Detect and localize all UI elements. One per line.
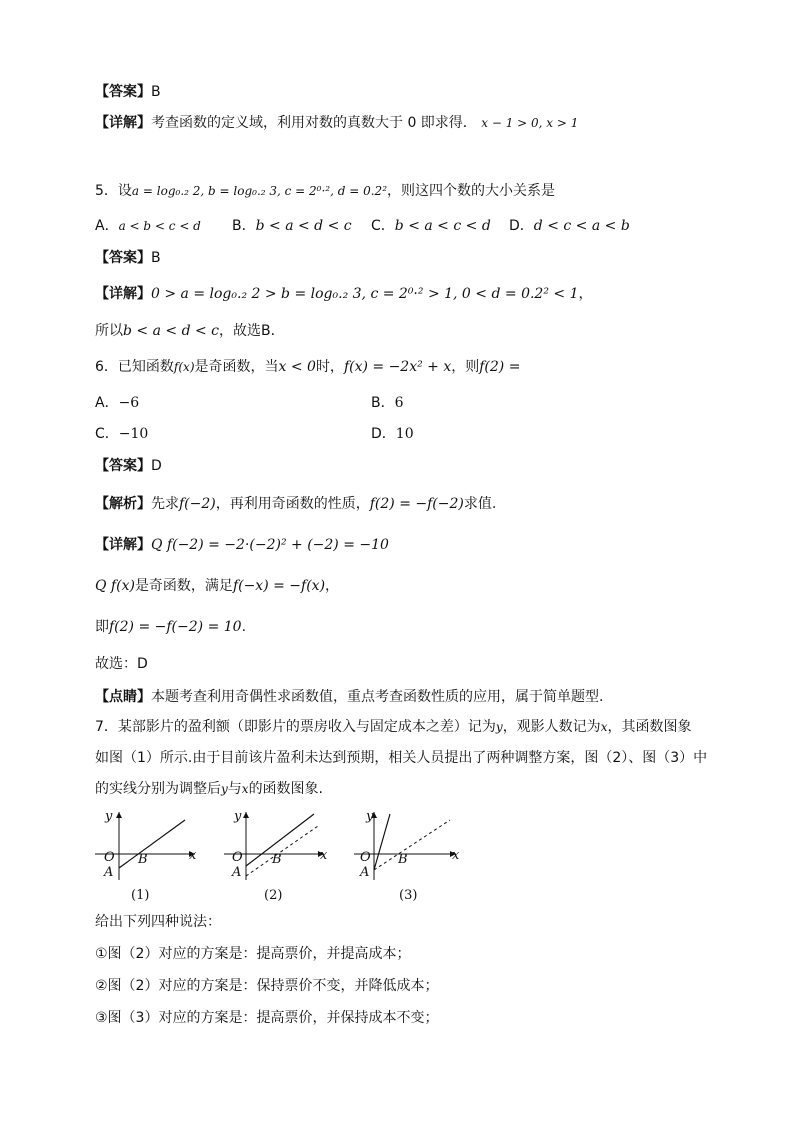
detail-math: Q f(−2) = −2·(−2)² + (−2) = −10: [151, 537, 389, 553]
q7-text: 的实线分别为调整后: [95, 781, 221, 797]
y-label: y: [234, 809, 242, 824]
analysis-math: f(−2): [179, 496, 216, 512]
comment-bracket: 【点睛】: [95, 689, 151, 705]
graph-caption: (3): [399, 888, 418, 903]
q7-math: x: [600, 720, 608, 734]
question-5-stem: [95, 181, 555, 201]
option-value: 6: [394, 395, 404, 411]
detail-math: x − 1 > 0, x > 1: [481, 116, 579, 130]
option-math: b < a < d < c: [255, 218, 352, 234]
q5-option-a: [95, 216, 201, 236]
q6-option-b: [371, 393, 404, 413]
answer-value: B: [151, 84, 161, 100]
option-math: a < b < c < d: [118, 219, 201, 233]
point-a-label: A: [360, 865, 370, 880]
q7-math: y: [221, 782, 228, 796]
answer-bracket: 【答案】: [95, 84, 151, 100]
detail-text: 即: [95, 619, 109, 635]
y-label: y: [366, 809, 374, 824]
question-7-para-1: [95, 717, 691, 737]
option-letter: D．: [509, 218, 534, 234]
answer-line-q4: [95, 82, 161, 102]
q5-answer-line: [95, 248, 161, 268]
q5-stem-math: a = log₀.₂ 2, b = log₀.₂ 3, c = 2⁰·², d = 0.2²: [131, 184, 388, 198]
q7-text: 与: [227, 781, 242, 797]
q5-detail-line: [95, 284, 592, 304]
q5-option-d: [509, 216, 630, 236]
option-value: −10: [118, 426, 149, 442]
original-line-dashed: [246, 826, 318, 876]
detail-bracket: 【详解】: [95, 537, 151, 553]
q7-intro-line: [95, 912, 221, 932]
origin-label: O: [104, 850, 115, 865]
q6-comment-line: [95, 687, 603, 707]
q6-option-d: [371, 424, 414, 444]
q7-text: 7．某部影片的盈利额（即影片的票房收入与固定成本之差）记为: [95, 719, 496, 735]
y-label: y: [105, 809, 113, 824]
option-letter: D．: [371, 426, 396, 442]
option-letter: A．: [95, 218, 119, 234]
answer-bracket: 【答案】: [95, 458, 151, 474]
origin-label: O: [360, 850, 371, 865]
q6-text: ，则: [451, 359, 480, 375]
q7-item-3: [95, 1008, 438, 1028]
q6-answer-line: [95, 456, 162, 476]
option-letter: C．: [95, 426, 119, 442]
analysis-text: 先求: [151, 496, 179, 512]
profit-line: [119, 820, 185, 868]
detail-text: .: [241, 619, 247, 635]
detail-math: f(−x) = −f(x): [232, 578, 326, 594]
answer-value: B: [151, 250, 161, 266]
q7-item-2: [95, 976, 438, 996]
graph-caption: (1): [131, 888, 150, 903]
option-value: 10: [395, 426, 414, 442]
analysis-text: ，再利用奇函数的性质，: [215, 496, 370, 512]
option-letter: A．: [95, 395, 119, 411]
analysis-math: f(2) = −f(−2): [369, 496, 464, 512]
q5-stem-prefix: 5．设: [95, 183, 132, 199]
question-6-stem: [95, 357, 520, 377]
point-b-label: B: [398, 852, 408, 867]
option-math: d < c < a < b: [533, 218, 630, 234]
q6-detail-line-3: [95, 617, 246, 637]
detail-tail: ，: [578, 286, 593, 302]
point-b-label: B: [138, 852, 148, 867]
answer-value: D: [151, 458, 162, 474]
point-a-label: A: [104, 865, 114, 880]
detail-math: f(2) = −f(−2) = 10: [109, 619, 242, 635]
detail-text: 考查函数的定义域，利用对数的真数大于 0 即求得．: [151, 115, 477, 131]
x-label: x: [320, 848, 328, 863]
q6-choice-line: [95, 654, 148, 674]
detail-line-q4: [95, 113, 578, 133]
option-value: −6: [118, 395, 140, 411]
answer-bracket: 【答案】: [95, 250, 151, 266]
adjusted-line: [374, 814, 390, 870]
q6-detail-line-2: [95, 576, 339, 596]
q6-math: f(2) =: [479, 359, 521, 375]
q6-math: f(x) = −2x² + x: [343, 359, 452, 375]
q5-detail-line-2: [95, 321, 285, 341]
graph-caption: (2): [264, 888, 283, 903]
detail-prefix: 所以: [95, 323, 123, 339]
q7-text: ，观影人数记为: [502, 719, 601, 735]
option-letter: B．: [371, 395, 395, 411]
q7-math: x: [241, 782, 249, 796]
q7-item-1: [95, 944, 410, 964]
detail-bracket: 【详解】: [95, 286, 151, 302]
q7-item-text: ②图（2）对应的方案是：保持票价不变，并降低成本；: [95, 978, 439, 994]
q6-analysis-line: [95, 494, 496, 514]
q5-option-b: [232, 216, 352, 236]
question-7-para-2: [95, 748, 707, 768]
detail-math: Q f(x): [95, 578, 135, 594]
origin-label: O: [232, 850, 243, 865]
detail-math: b < a < d < c: [123, 323, 220, 339]
q7-math: y: [495, 720, 503, 734]
option-letter: B．: [232, 218, 256, 234]
q6-math: x < 0: [278, 359, 316, 375]
detail-text: 是奇函数，满足: [134, 578, 233, 594]
comment-text: 本题考查利用奇偶性求函数值，重点考查函数性质的应用，属于简单题型.: [151, 689, 604, 705]
q5-stem-suffix: ，则这四个数的大小关系是: [387, 183, 556, 199]
q6-text: 6．已知函数: [95, 359, 174, 375]
option-math: b < a < c < d: [394, 218, 491, 234]
q6-math: f(x): [173, 360, 195, 374]
x-label: x: [452, 848, 460, 863]
q7-text: 如图（1）所示.由于目前该片盈利未达到预期，相关人员提出了两种调整方案，图（2）、图（3）中: [95, 750, 708, 766]
q6-text: 是奇函数，当: [194, 359, 279, 375]
point-a-label: A: [232, 865, 242, 880]
graph-1: [95, 808, 205, 908]
analysis-bracket: 【解析】: [95, 496, 151, 512]
q7-item-text: ①图（2）对应的方案是：提高票价，并提高成本；: [95, 946, 411, 962]
original-line-dashed: [374, 820, 450, 870]
question-7-para-3: [95, 779, 323, 799]
x-label: x: [189, 848, 197, 863]
q6-detail-line: [95, 535, 389, 555]
point-b-label: B: [272, 852, 282, 867]
detail-text: ，: [325, 578, 340, 594]
q7-text: ，其函数图象: [607, 719, 692, 735]
choice-text: 故选：D: [95, 656, 148, 672]
q6-option-a: [95, 393, 139, 413]
q7-text: 的函数图象.: [248, 781, 324, 797]
detail-suffix: ，故选B．: [219, 323, 285, 339]
q7-intro-text: 给出下列四种说法：: [95, 914, 221, 930]
q7-item-text: ③图（3）对应的方案是：提高票价，并保持成本不变；: [95, 1010, 439, 1026]
analysis-text: 求值.: [463, 496, 497, 512]
q5-option-c: [371, 216, 491, 236]
q6-text: 时，: [315, 359, 344, 375]
detail-math: 0 > a = log₀.₂ 2 > b = log₀.₂ 3, c = 2⁰·² > 1, 0 < d = 0.2² < 1: [151, 286, 579, 302]
detail-bracket: 【详解】: [95, 115, 151, 131]
graph-2: [224, 808, 334, 908]
option-letter: C．: [371, 218, 395, 234]
graph-3: [354, 808, 464, 908]
q6-option-c: [95, 424, 148, 444]
